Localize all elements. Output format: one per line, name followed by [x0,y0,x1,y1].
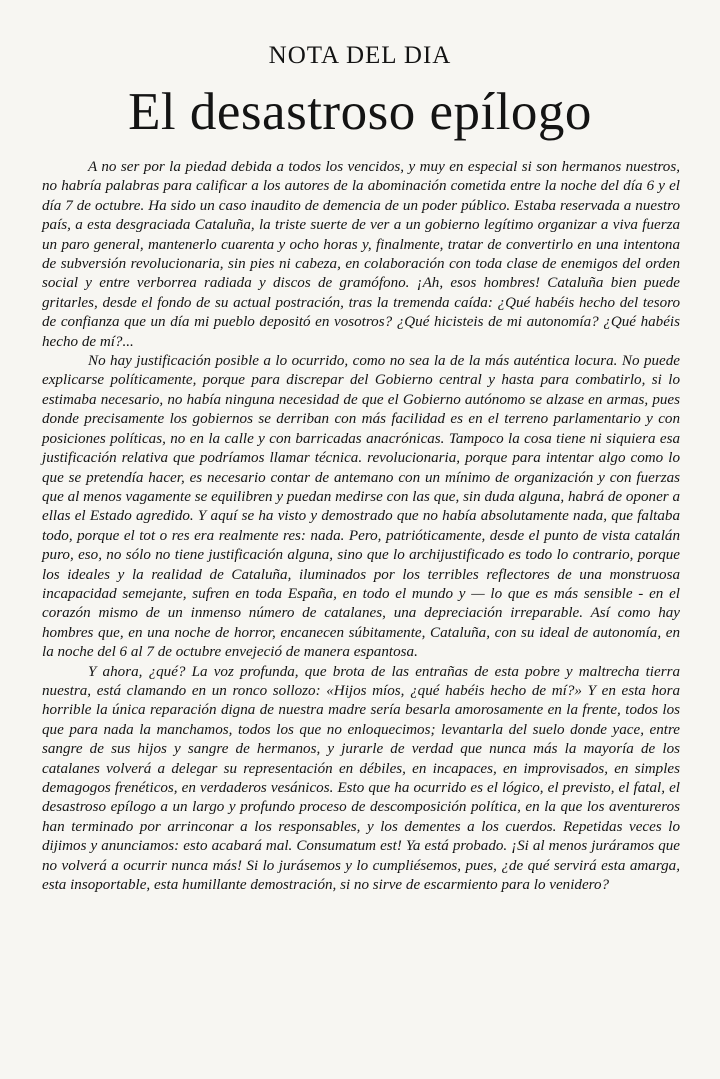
article-paragraph-1: A no ser por la piedad debida a todos los vencidos, y muy en especial si son hermanos nuestros, no habría palabras para calificar a los autores de la abominación cometida entre la noche del día 6 y el día 7 de octubre. Ha sido un caso inaudito de demencia de un poder público. Estaba reservada a nuestro país, a esta desgraciada Cataluña, la triste suerte de ver a un gobierno legítimo organizar a viva fuerza un paro general, mantenerlo cuarenta y ocho horas y, finalmente, tratar de convertirlo en una intentona de subversión revolucionaria, sin pies ni cabeza, en colaboración con toda clase de enemigos del orden social y entre verborrea radiada y discos de gramófono. ¡Ah, esos hombres! Cataluña bien puede gritarles, desde el fondo de su actual postración, tras la tremenda caída: ¿Qué habéis hecho del tesoro de confianza que un día mi pueblo depositó en vosotros? ¿Qué hicisteis de mi autonomía? ¿Qué habéis hecho de mí?... [42,159,680,350]
article-body [42,158,680,895]
article-paragraph-2: No hay justificación posible a lo ocurrido, como no sea la de la más auténtica locura. No puede explicarse políticamente, porque para discrepar del Gobierno central y hasta para combatirlo, si lo estimaba necesario, no había ninguna necesidad de que el Gobierno autónomo se alzase en armas, pues donde precisamente los gobiernos se derriban con más facilidad es en el terreno parlamentario y con posiciones políticas, no en la calle y con barricadas anacrónicas. Tampoco la cosa tiene ni siquiera esa justificación relativa que podríamos llamar técnica. revolucionaria, porque para intentar algo como lo que se pretendía hacer, es necesario contar de antemano con un mínimo de organización y con fuerzas que al menos vagamente se equilibren y puedan medirse con las que, sin duda alguna, habrá de oponer a ellas el Estado agredido. Y aquí se ha visto y demostrado que no había absolutamente nada, que faltaba todo, porque el tot o res era realmente res: nada. Pero, patrióticamente, desde el punto de vista catalán puro, eso, no sólo no tiene justificación alguna, sino que lo archijustificado es todo lo contrario, porque los ideales y la realidad de Cataluña, iluminados por los terribles reflectores de una monstruosa incapacidad semejante, sufren en toda España, en todo el mundo y — lo que es más sensible - en el corazón mismo de un inmenso número de catalanes, una depreciación irreparable. Así como hay hombres que, en una noche de horror, encanecen súbitamente, Cataluña, con su ideal de autonomía, en la noche del 6 al 7 de octubre envejeció de manera espantosa. [42,353,680,661]
article-headline: El desastroso epílogo [128,83,592,141]
article-paragraph-3: Y ahora, ¿qué? La voz profunda, que brota de las entrañas de esta pobre y maltrecha tierra nuestra, está clamando en un ronco sollozo: «Hijos míos, ¿qué habéis hecho de mí?» Y en esta hora horrible la única reparación digna de nuestra madre sería besarla amorosamente en la frente, todos los que para nada la manchamos, todos los que no enloquecimos; levantarla del suelo donde yace, entre sangre de sus hijos y sangre de hermanos, y jurarle de verdad que nunca más la mayoría de los catalanes volverá a delegar su representación en débiles, en incapaces, en improvisados, en simples demagogos frenéticos, en verdaderos vesánicos. Esto que ha ocurrido es el lógico, el previsto, el fatal, el desastroso epílogo a un largo y profundo proceso de descomposición política, en la que los aventureros han terminado por arrinconar a los responsables, y los dementes a los cuerdos. Repetidas veces lo dijimos y anunciamos: esto acabará mal. Consumatum est! Ya está probado. ¡Si al menos juráramos que no volverá a ocurrir nunca más! Si lo jurásemos y lo cumpliésemos, pues, ¿de qué servirá esta amarga, esta insoportable, esta humillante demostración, si no sirve de escarmiento para lo venidero? [42,663,680,894]
section-kicker: NOTA DEL DIA [268,42,452,69]
